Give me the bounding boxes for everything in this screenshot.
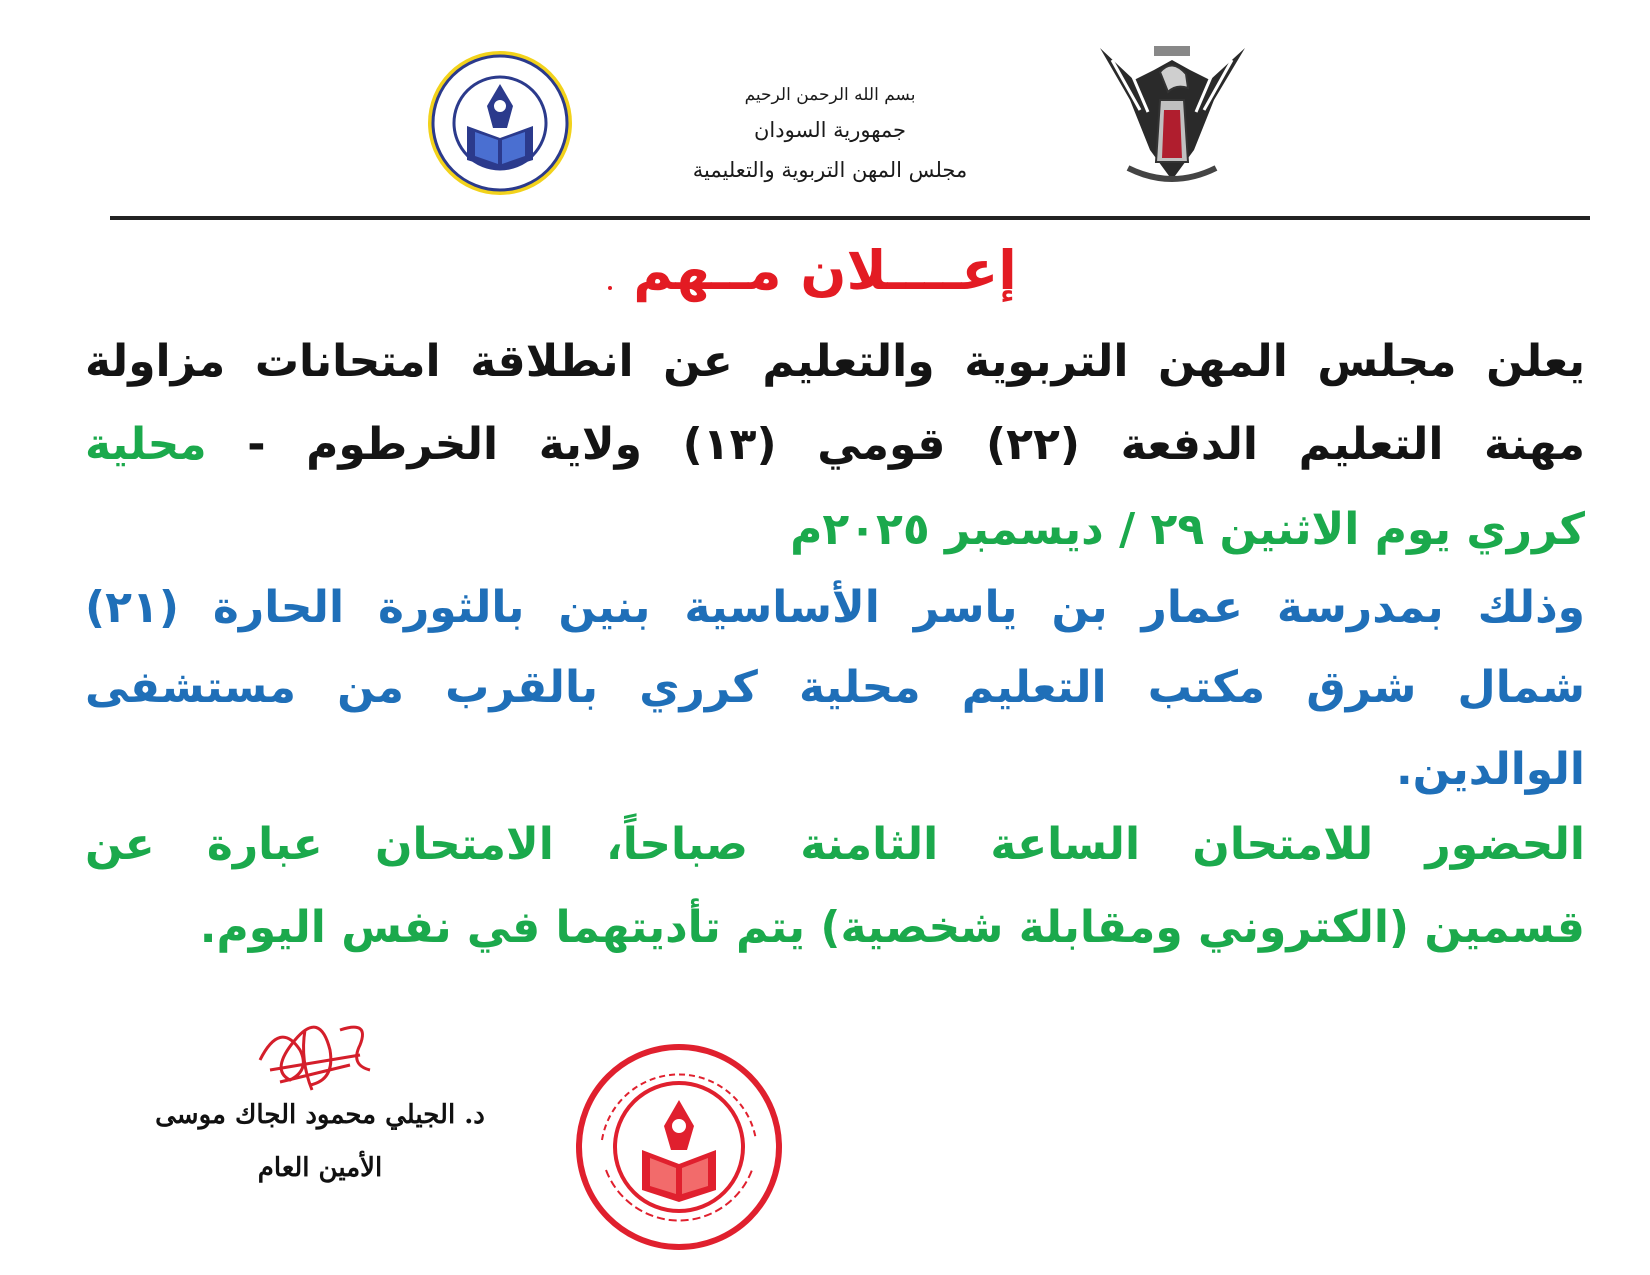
sudan-emblem (1090, 40, 1255, 190)
title-dot (608, 286, 612, 290)
basmala: بسم الله الرحمن الرحيم (744, 85, 916, 105)
body-line-5: شمال شرق مكتب التعليم محلية كرري بالقرب من مستشفى (85, 662, 1585, 713)
council-name: مجلس المهن التربوية والتعليمية (692, 158, 968, 182)
body-line-6: الوالدين. (1395, 744, 1585, 795)
header-text (650, 82, 1010, 188)
body-line-7: الحضور للامتحان الساعة الثامنة صباحاً، الامتحان عبارة عن (85, 819, 1585, 870)
council-logo (425, 48, 575, 198)
body-line-2 (85, 405, 1585, 485)
announcement-title: إعــــلان مــهم (633, 239, 1017, 302)
signatory-name: د. الجيلي محمود الجاك موسى (155, 1100, 485, 1130)
signatory-title: الأمين العام (257, 1153, 383, 1183)
signature (250, 1010, 380, 1100)
body-line-3: كرري يوم الاثنين ٢٩ / ديسمبر ٢٠٢٥م (790, 504, 1585, 555)
council-stamp (572, 1040, 787, 1255)
body-line-1: يعلن مجلس المهن التربوية والتعليم عن انطلاقة امتحانات مزاولة (85, 336, 1585, 387)
body-line-4: وذلك بمدرسة عمار بن ياسر الأساسية بنين بالثورة الحارة (٢١) (85, 582, 1585, 633)
header-divider (110, 216, 1590, 220)
body-line-2-green: محلية (85, 419, 207, 470)
body-line-8: قسمين (الكتروني ومقابلة شخصية) يتم تأديتهما في نفس اليوم. (199, 902, 1585, 953)
country-name: جمهورية السودان (754, 118, 906, 142)
body-line-2-text: مهنة التعليم الدفعة (٢٢) قومي (١٣) ولاية الخرطوم - (206, 419, 1585, 470)
